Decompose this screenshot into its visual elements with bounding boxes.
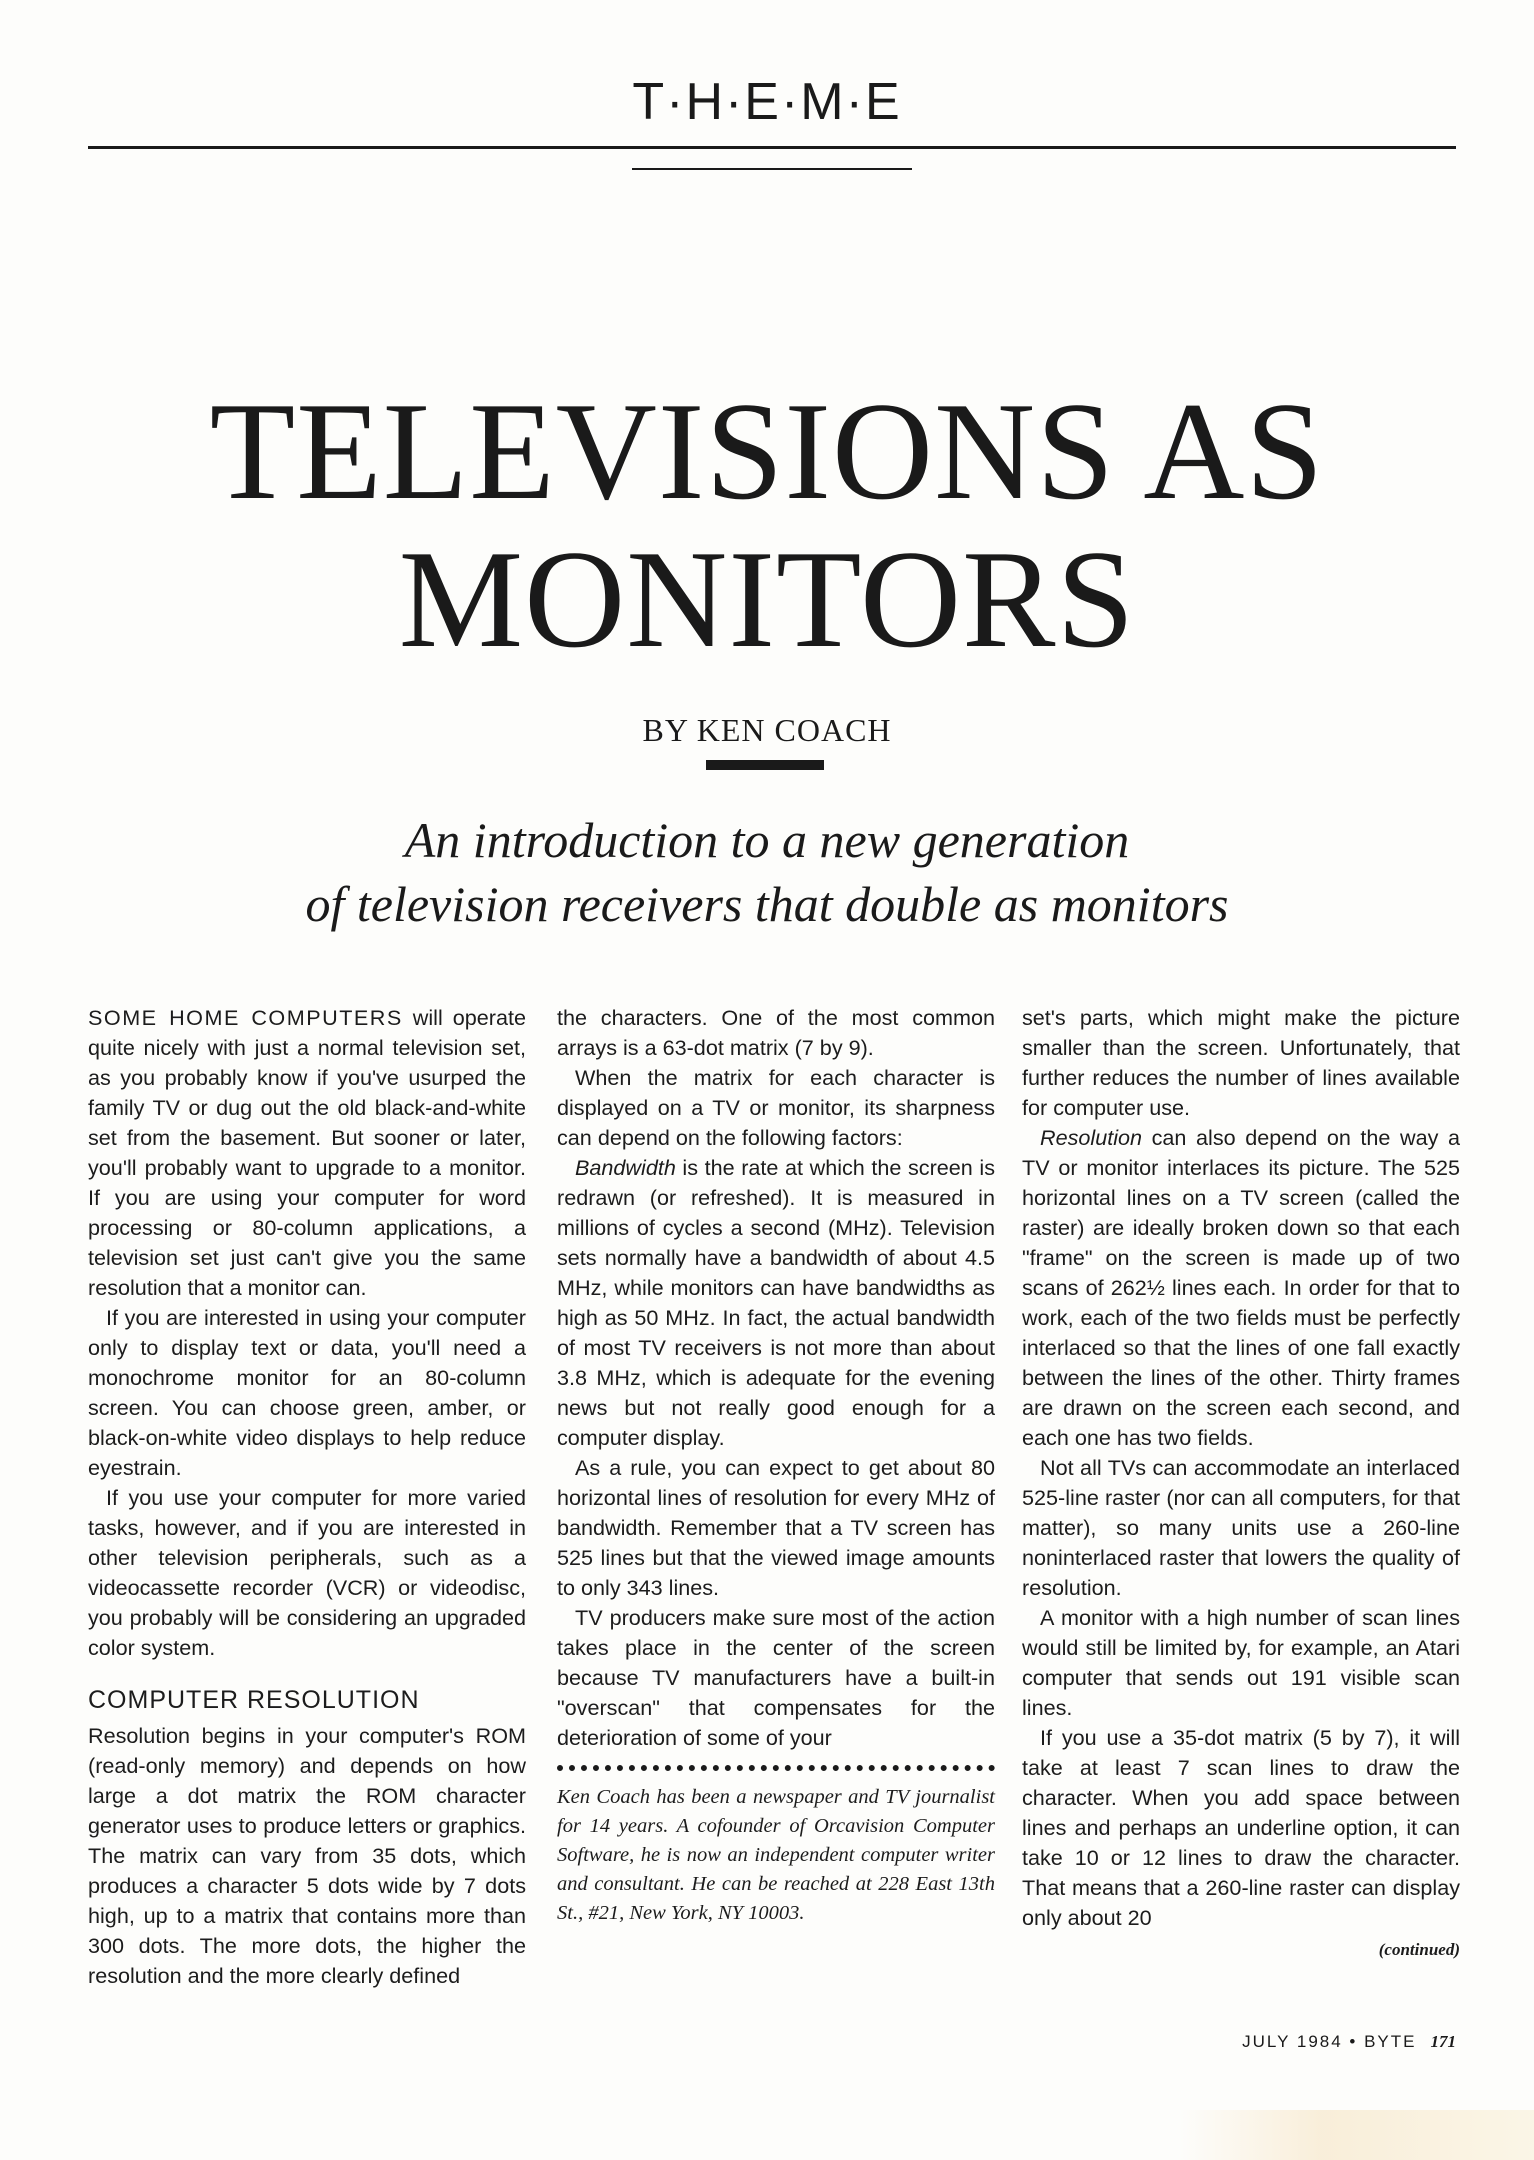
paragraph: Not all TVs can accommodate an interlaced 525-line raster (nor can all computers, for that matter), so many units use a 260-line noninterlaced raster that lowers the quality of resolution. [1022,1455,1460,1600]
paragraph: A monitor with a high number of scan lines would still be limited by, for example, an Atari computer that sends out 191 visible scan lines. [1022,1605,1460,1720]
byline-divider [706,760,824,770]
page-footer [1242,2032,1456,2052]
term: Resolution [1040,1125,1143,1150]
paragraph: When the matrix for each character is displayed on a TV or monitor, its sharpness can depend on the following factors: [557,1065,995,1150]
paragraph: the characters. One of the most common arrays is a 63-dot matrix (7 by 9). [557,1005,995,1060]
article-deck [0,808,1534,936]
section-label: T·H·E·M·E [632,73,902,131]
deck-line-1: An introduction to a new generation [404,812,1130,868]
header-rule [88,146,1456,149]
section-subhead: COMPUTER RESOLUTION [88,1686,420,1714]
paragraph: TV producers make sure most of the action takes place in the center of the screen because TV manufacturers have a built-in "overscan" that compensates for the deterioration of some of your [557,1605,995,1750]
paragraph: If you are interested in using your computer only to display text or data, you'll need a monochrome monitor for an 80-column screen. You can choose green, amber, or black-on-white video displays to help reduce eyestrain. [88,1305,526,1480]
article-title [0,374,1534,677]
paragraph: Resolution can also depend on the way a TV or monitor interlaces its picture. The 525 horizontal lines on a TV screen (called the raster) are ideally broken down so that each "frame" on the screen is made up of two scans of 262½ lines each. In order for that to work, each of the two fields must be perfectly interlaced so that the lines of one fall exactly between the lines of the other. Thirty frames are drawn on the screen each second, and each one has two fields. [1022,1125,1460,1450]
paper-stain [1180,2110,1534,2160]
section-label-underline [632,168,912,170]
paragraph: If you use a 35-dot matrix (5 by 7), it will take at least 7 scan lines to draw the character. When you add space between lines and perhaps an underline option, it can take 10 or 12 lines to draw the character. That means that a 260-line raster can display only about 20 [1022,1725,1460,1930]
paragraph: As a rule, you can expect to get about 80 horizontal lines of resolution for every MHz of bandwidth. Remember that a TV screen has 525 lines but that the viewed image amounts to only 343 lines. [557,1455,995,1600]
paragraph: If you use your computer for more varied tasks, however, and if you are interested in other television peripherals, such as a videocassette recorder (VCR) or videodisc, you probably will be considering an upgraded color system. [88,1485,526,1660]
body-column-2 [557,1003,995,1928]
lead-in: SOME HOME COMPUTERS [88,1005,403,1030]
page-number: 171 [1430,2032,1456,2051]
paragraph: SOME HOME COMPUTERS will operate quite nicely with just a normal television set, as you probably know if you've usurped the family TV or dug out the old black-and-white set from the basement. But sooner or later, you'll probably want to upgrade to a monitor. If you are using your computer for word processing or 80-column applications, a television set just can't give you the same resolution that a monitor can. [88,1005,526,1300]
dotted-divider [557,1765,995,1779]
paragraph: Bandwidth is the rate at which the screen is redrawn (or refreshed). It is measured in millions of cycles a second (MHz). Television sets normally have a bandwidth of about 4.5 MHz, while monitors can have bandwidths as high as 50 MHz. In fact, the actual bandwidth of most TV receivers is not more than about 3.8 MHz, which is adequate for the evening news but not really good enough for a computer display. [557,1155,995,1450]
paragraph: set's parts, which might make the picture smaller than the screen. Unfortunately, that further reduces the number of lines available for computer use. [1022,1005,1460,1120]
body-column-1 [88,1003,526,1991]
body-column-3 [1022,1003,1460,1965]
continued-note: (continued) [1378,1940,1460,1959]
title-line-1: TELEVISIONS AS [209,374,1325,529]
author-bio: Ken Coach has been a newspaper and TV journalist for 14 years. A cofounder of Orcavision Computer Software, he is now an independent computer writer and consultant. He can be reached at 228 East 13th St., #21, New York, NY 10003. [557,1786,995,1924]
deck-line-2: of television receivers that double as monitors [305,876,1229,932]
byline: BY KEN COACH [642,712,892,748]
issue-label: JULY 1984 • BYTE [1242,2032,1417,2051]
title-line-2: MONITORS [398,522,1136,677]
paragraph: Resolution begins in your computer's ROM (read-only memory) and depends on how large a dot matrix the ROM character generator uses to produce letters or graphics. The matrix can vary from 35 dots, which produces a character 5 dots wide by 7 dots high, up to a matrix that contains more than 300 dots. The more dots, the higher the resolution and the more clearly defined [88,1723,526,1988]
term: Bandwidth [575,1155,676,1180]
